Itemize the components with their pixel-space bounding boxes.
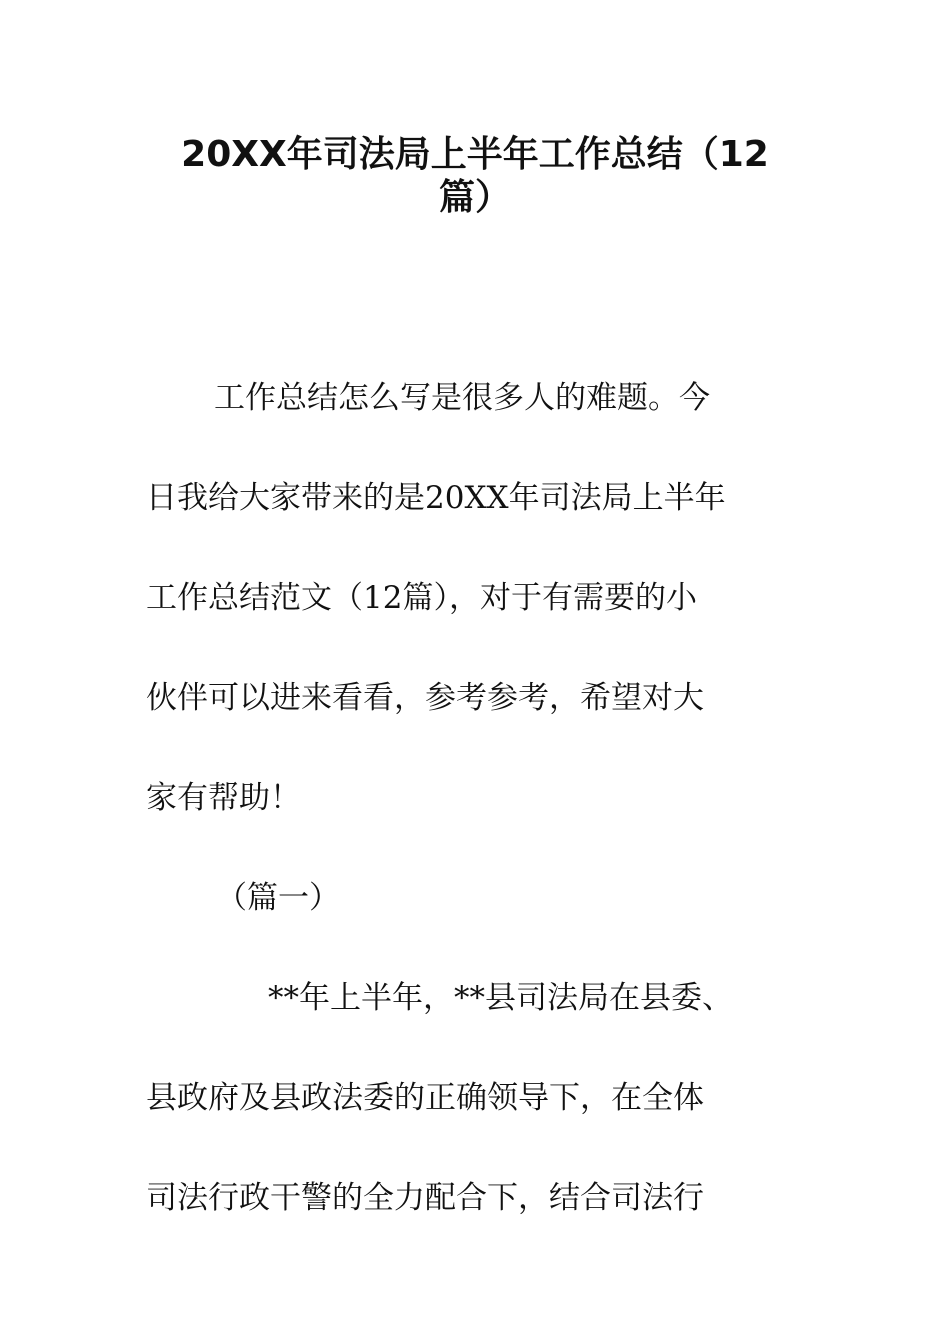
- intro-line-2: 日我给大家带来的是20XX年司法局上半年: [146, 480, 726, 516]
- document-title-line-2: 篇）: [438, 177, 511, 218]
- intro-line-5: 家有帮助！: [146, 780, 301, 816]
- intro-line-4: 伙伴可以进来看看，参考参考，希望对大: [146, 680, 704, 716]
- intro-line-1: 工作总结怎么写是很多人的难题。今: [214, 380, 710, 416]
- document-title-line-1: 20XX年司法局上半年工作总结（12: [181, 134, 769, 175]
- section-heading: （篇一）: [216, 880, 340, 916]
- intro-line-3: 工作总结范文（12篇），对于有需要的小: [146, 580, 697, 616]
- body-line-2: 县政府及县政法委的正确领导下，在全体: [146, 1080, 704, 1116]
- body-line-3: 司法行政干警的全力配合下，结合司法行: [146, 1180, 704, 1216]
- body-line-1: **年上半年，**县司法局在县委、: [268, 980, 733, 1016]
